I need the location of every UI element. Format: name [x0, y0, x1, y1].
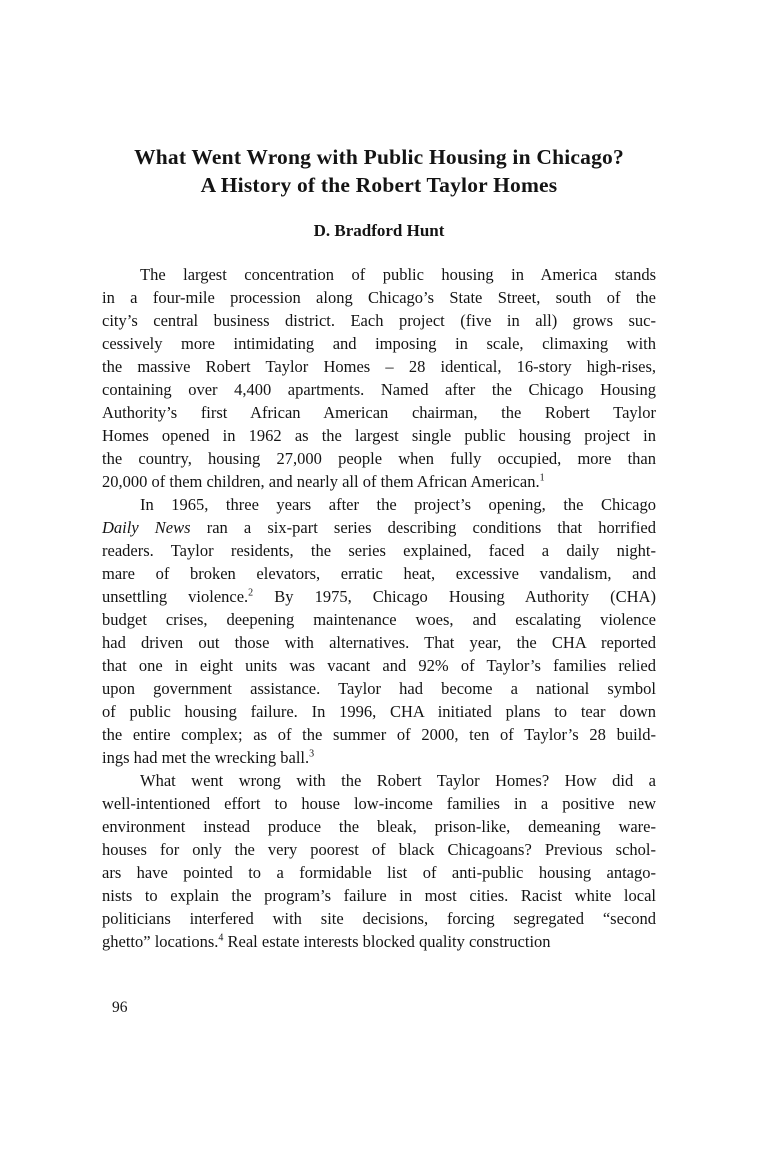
text-line: Daily News ran a six-part series describing conditions that horrified: [102, 518, 656, 537]
text-line: ars have pointed to a formidable list of anti-public housing antago-: [102, 863, 656, 882]
author-name: D. Bradford Hunt: [313, 221, 445, 240]
text-line: The largest concentration of public housing in America stands: [140, 265, 656, 284]
text-line: politicians interfered with site decisions, forcing segregated “second: [102, 909, 656, 928]
title-line-1: What Went Wrong with Public Housing in Chicago?: [134, 145, 624, 169]
paragraph: [102, 263, 656, 493]
paragraph: [102, 769, 656, 953]
text-line: upon government assistance. Taylor had become a national symbol: [102, 679, 656, 698]
text-line: the country, housing 27,000 people when fully occupied, more than: [102, 449, 656, 468]
article-body: [102, 263, 656, 953]
text-line: that one in eight units was vacant and 92% of Taylor’s families relied: [102, 656, 656, 675]
text-line: had driven out those with alternatives. That year, the CHA reported: [102, 633, 656, 652]
text-line: in a four-mile procession along Chicago’s State Street, south of the: [102, 288, 656, 307]
text-line: Homes opened in 1962 as the largest single public housing project in: [102, 426, 656, 445]
text-line: city’s central business district. Each project (five in all) grows suc-: [102, 311, 656, 330]
title-line-2: A History of the Robert Taylor Homes: [200, 173, 558, 197]
text-line: well-intentioned effort to house low-income families in a positive new: [102, 794, 656, 813]
text-line: mare of broken elevators, erratic heat, excessive vandalism, and: [102, 564, 656, 583]
text-line: 20,000 of them children, and nearly all of them African American.$^1$: [102, 472, 545, 491]
page-number: 96: [112, 999, 128, 1016]
text-line: the entire complex; as of the summer of 2000, ten of Taylor’s 28 build-: [102, 725, 656, 744]
article-title: [102, 143, 656, 199]
text-line: Authority’s first African American chairman, the Robert Taylor: [102, 403, 656, 422]
text-line: environment instead produce the bleak, prison-like, demeaning ware-: [102, 817, 656, 836]
text-line: of public housing failure. In 1996, CHA initiated plans to tear down: [102, 702, 656, 721]
text-line: What went wrong with the Robert Taylor Homes? How did a: [140, 771, 656, 790]
text-line: the massive Robert Taylor Homes – 28 identical, 16-story high-rises,: [102, 357, 656, 376]
paragraph: [102, 493, 656, 769]
text-line: ings had met the wrecking ball.$^3$: [102, 748, 315, 767]
text-line: budget crises, deepening maintenance woes, and escalating violence: [102, 610, 656, 629]
text-line: nists to explain the program’s failure in most cities. Racist white local: [102, 886, 656, 905]
text-line: containing over 4,400 apartments. Named after the Chicago Housing: [102, 380, 656, 399]
text-line: ghetto” locations.$^4$ Real estate interests blocked quality construction: [102, 932, 551, 951]
text-line: houses for only the very poorest of black Chicagoans? Previous schol-: [102, 840, 656, 859]
text-line: In 1965, three years after the project’s opening, the Chicago: [140, 495, 656, 514]
text-line: unsettling violence.$^2$ By 1975, Chicago Housing Authority (CHA): [102, 587, 656, 606]
text-line: cessively more intimidating and imposing in scale, climaxing with: [102, 334, 656, 353]
text-line: readers. Taylor residents, the series explained, faced a daily night-: [102, 541, 656, 560]
